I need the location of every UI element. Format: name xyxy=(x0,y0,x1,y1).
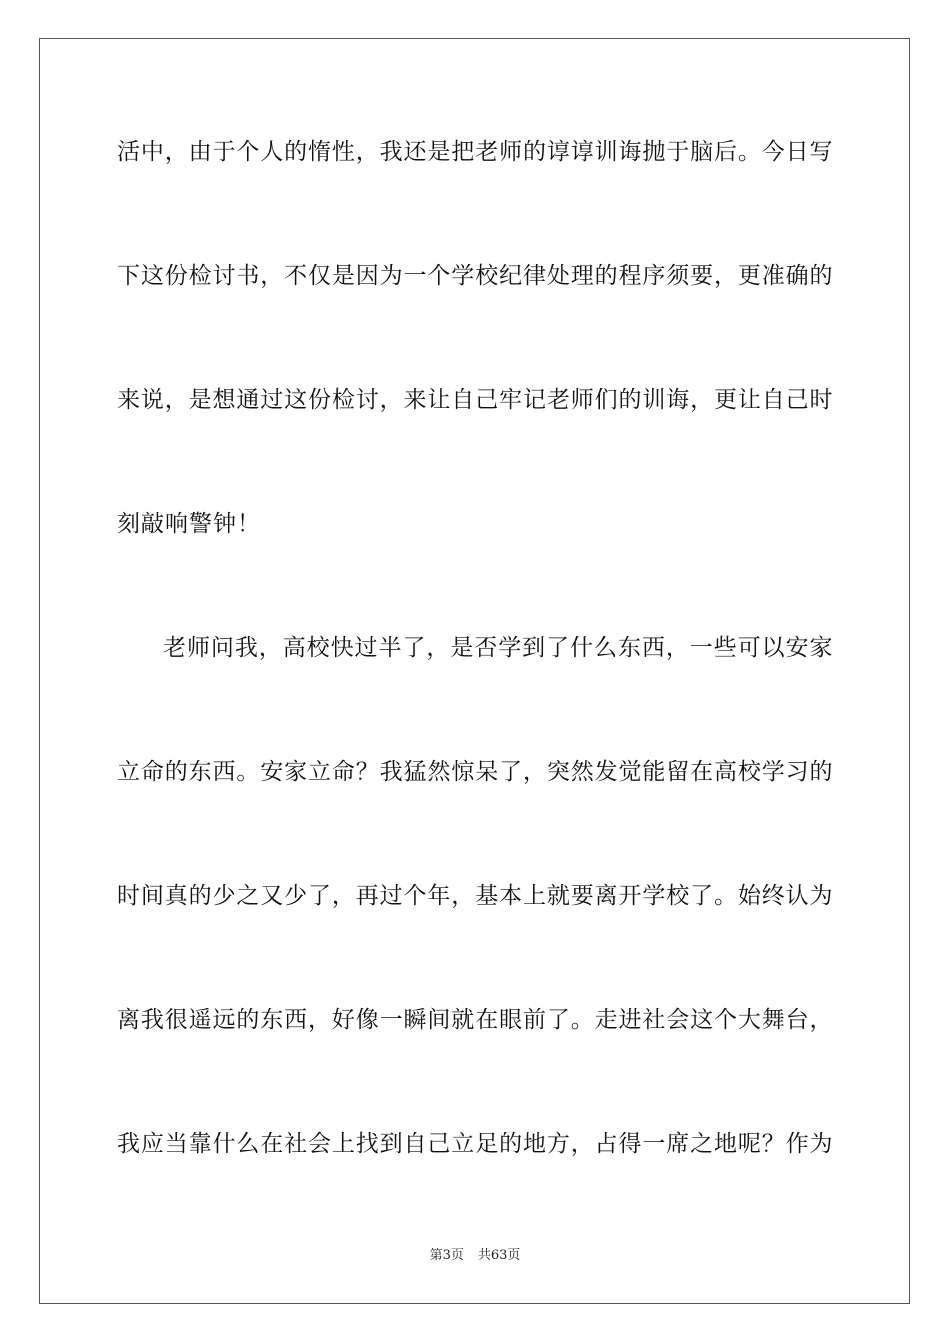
page-border xyxy=(39,38,910,1304)
body-line-4: 刻敲响警钟！ xyxy=(117,511,261,537)
body-line-1: 活中，由于个人的惰性，我还是把老师的谆谆训诲抛于脑后。今日写 xyxy=(117,139,833,165)
page-number: 第3页 xyxy=(429,1248,464,1263)
body-line-5: 老师问我，高校快过半了，是否学到了什么东西，一些可以安家 xyxy=(163,635,833,661)
body-line-8: 离我很遥远的东西，好像一瞬间就在眼前了。走进社会这个大舞台， xyxy=(117,1007,833,1033)
body-line-6: 立命的东西。安家立命？我猛然惊呆了，突然发觉能留在高校学习的 xyxy=(117,759,833,785)
body-line-7: 时间真的少之又少了，再过个年，基本上就要离开学校了。始终认为 xyxy=(117,883,833,909)
page-footer xyxy=(0,1248,950,1264)
body-line-9: 我应当靠什么在社会上找到自己立足的地方，占得一席之地呢？作为 xyxy=(117,1131,833,1157)
body-line-3: 来说，是想通过这份检讨，来让自己牢记老师们的训诲，更让自己时 xyxy=(117,387,833,413)
body-line-2: 下这份检讨书，不仅是因为一个学校纪律处理的程序须要，更准确的 xyxy=(117,263,833,289)
total-pages: 共63页 xyxy=(477,1248,521,1263)
